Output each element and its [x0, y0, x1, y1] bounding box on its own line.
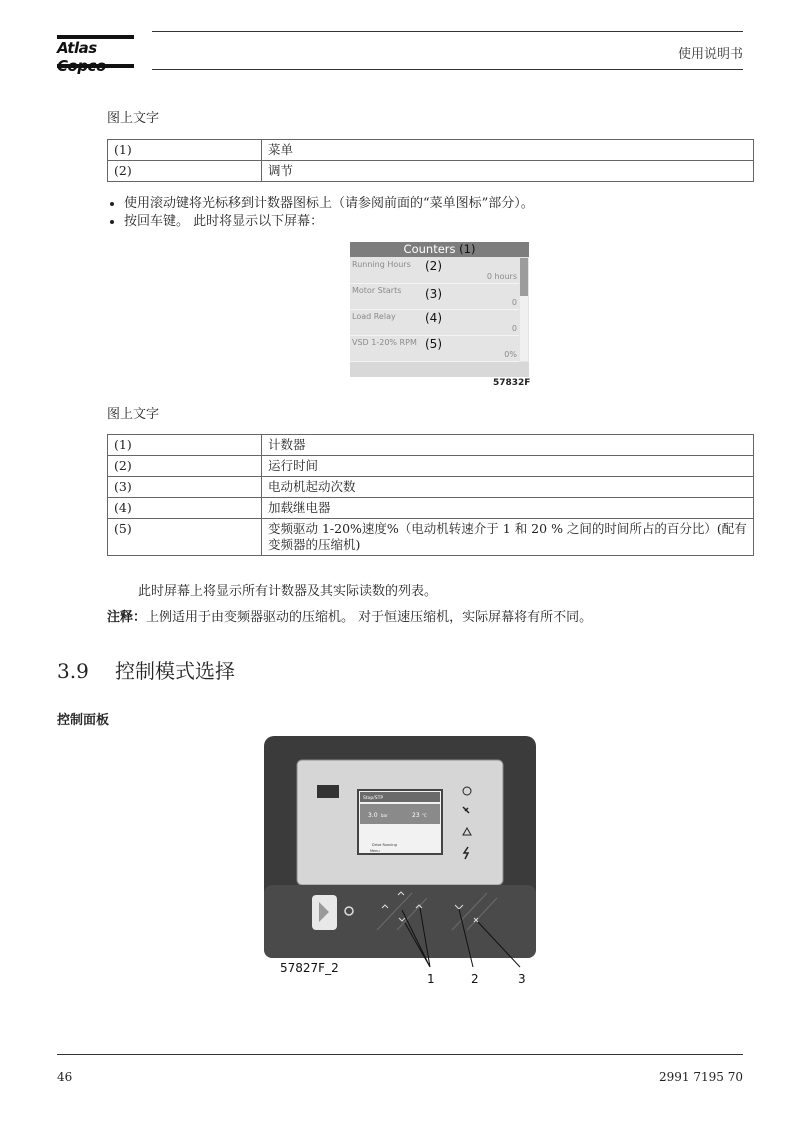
table-row — [108, 435, 754, 456]
callout-label: (3) — [425, 287, 442, 301]
display-menu-label: Menu — [370, 849, 380, 853]
table-row — [108, 161, 754, 182]
figure-caption: 图上文字 — [107, 111, 160, 126]
counter-row-running-hours[interactable] — [350, 258, 519, 284]
table-row — [108, 519, 754, 556]
logo-bar-bottom — [57, 64, 134, 68]
header-rule-top — [152, 31, 743, 32]
counter-name: Running Hours — [352, 260, 411, 269]
table-row — [108, 456, 754, 477]
section-title: 控制模式选择 — [115, 659, 235, 683]
callout-label: (2) — [425, 259, 442, 273]
legend-text: 调节 — [262, 161, 754, 182]
legend-number: (1) — [108, 435, 262, 456]
callout-label: (4) — [425, 311, 442, 325]
scrollbar-thumb[interactable] — [520, 258, 528, 296]
callout-label: (1) — [459, 242, 476, 256]
display-status: Stop/STP — [363, 796, 384, 801]
keypad-strip — [264, 885, 536, 958]
callout-label: 3 — [518, 972, 526, 986]
section-heading — [57, 655, 235, 684]
figure-code: 57827F_2 — [280, 961, 339, 975]
screen-title-bar — [350, 242, 529, 257]
legend-number: (3) — [108, 477, 262, 498]
counter-value: 0 — [511, 324, 517, 333]
footer-rule — [57, 1054, 743, 1055]
legend-number: (4) — [108, 498, 262, 519]
counter-row-load-relay[interactable] — [350, 310, 519, 336]
legend-text: 加载继电器 — [262, 498, 754, 519]
table-row — [108, 498, 754, 519]
legend-text: 变频驱动 1-20%速度%（电动机转速介于 1 和 20 % 之间的时间所占的百分比）(配有变频器的压缩机) — [262, 519, 754, 556]
legend-number: (1) — [108, 140, 262, 161]
note-text: 上例适用于由变频器驱动的压缩机。 对于恒速压缩机，实际屏幕将有所不同。 — [146, 610, 593, 625]
counters-screen — [350, 242, 529, 377]
table-row — [108, 477, 754, 498]
display-value-2: 23 — [412, 812, 420, 819]
section-number: 3.9 — [57, 659, 89, 683]
counter-value: 0 — [511, 298, 517, 307]
body-paragraph: 此时屏幕上将显示所有计数器及其实际读数的列表。 — [138, 584, 438, 599]
panel-brand-badge — [317, 785, 339, 798]
display-value-1: 3.0 — [368, 812, 378, 819]
instruction-list — [110, 195, 534, 231]
legend-text: 运行时间 — [262, 456, 754, 477]
callout-label: 2 — [471, 972, 479, 986]
screen-footer-bar — [350, 362, 529, 377]
display-unit-1: bar — [381, 813, 388, 818]
note-label: 注释： — [107, 610, 147, 625]
legend-text: 菜单 — [262, 140, 754, 161]
figure-caption: 图上文字 — [107, 407, 160, 422]
document-number: 2991 7195 70 — [659, 1070, 743, 1084]
display-status-line: Drive Running — [372, 843, 397, 847]
display-unit-2: °C — [422, 813, 427, 818]
figure-code: 57832F — [493, 378, 531, 388]
legend-number: (5) — [108, 519, 262, 556]
counter-row-motor-starts[interactable] — [350, 284, 519, 310]
counter-name: Motor Starts — [352, 286, 402, 295]
table-row — [108, 140, 754, 161]
legend-number: (2) — [108, 456, 262, 477]
counter-value: 0 hours — [486, 272, 517, 281]
screen-title: Counters — [403, 242, 456, 256]
counter-row-vsd[interactable] — [350, 336, 519, 362]
callout-label: (5) — [425, 337, 442, 351]
manual-title: 使用说明书 — [677, 47, 743, 62]
subheading: 控制面板 — [57, 713, 110, 728]
legend-table-2 — [107, 434, 754, 556]
counter-name: VSD 1-20% RPM — [352, 338, 417, 347]
note-paragraph — [107, 606, 592, 625]
counter-value: 0% — [504, 350, 517, 359]
legend-number: (2) — [108, 161, 262, 182]
counter-name: Load Relay — [352, 312, 396, 321]
brand-logo: Atlas — [57, 39, 97, 57]
list-item: • 使用滚动键将光标移到计数器图标上（请参阅前面的“菜单图标”部分）。 — [124, 195, 534, 213]
list-item: • 按回车键。 此时将显示以下屏幕： — [124, 213, 534, 231]
control-panel-illustration — [262, 735, 542, 990]
callout-label: 1 — [427, 972, 435, 986]
legend-text: 电动机起动次数 — [262, 477, 754, 498]
legend-text: 计数器 — [262, 435, 754, 456]
page-number: 46 — [57, 1070, 73, 1084]
header-rule-bottom — [152, 69, 743, 70]
legend-table-1 — [107, 139, 754, 182]
